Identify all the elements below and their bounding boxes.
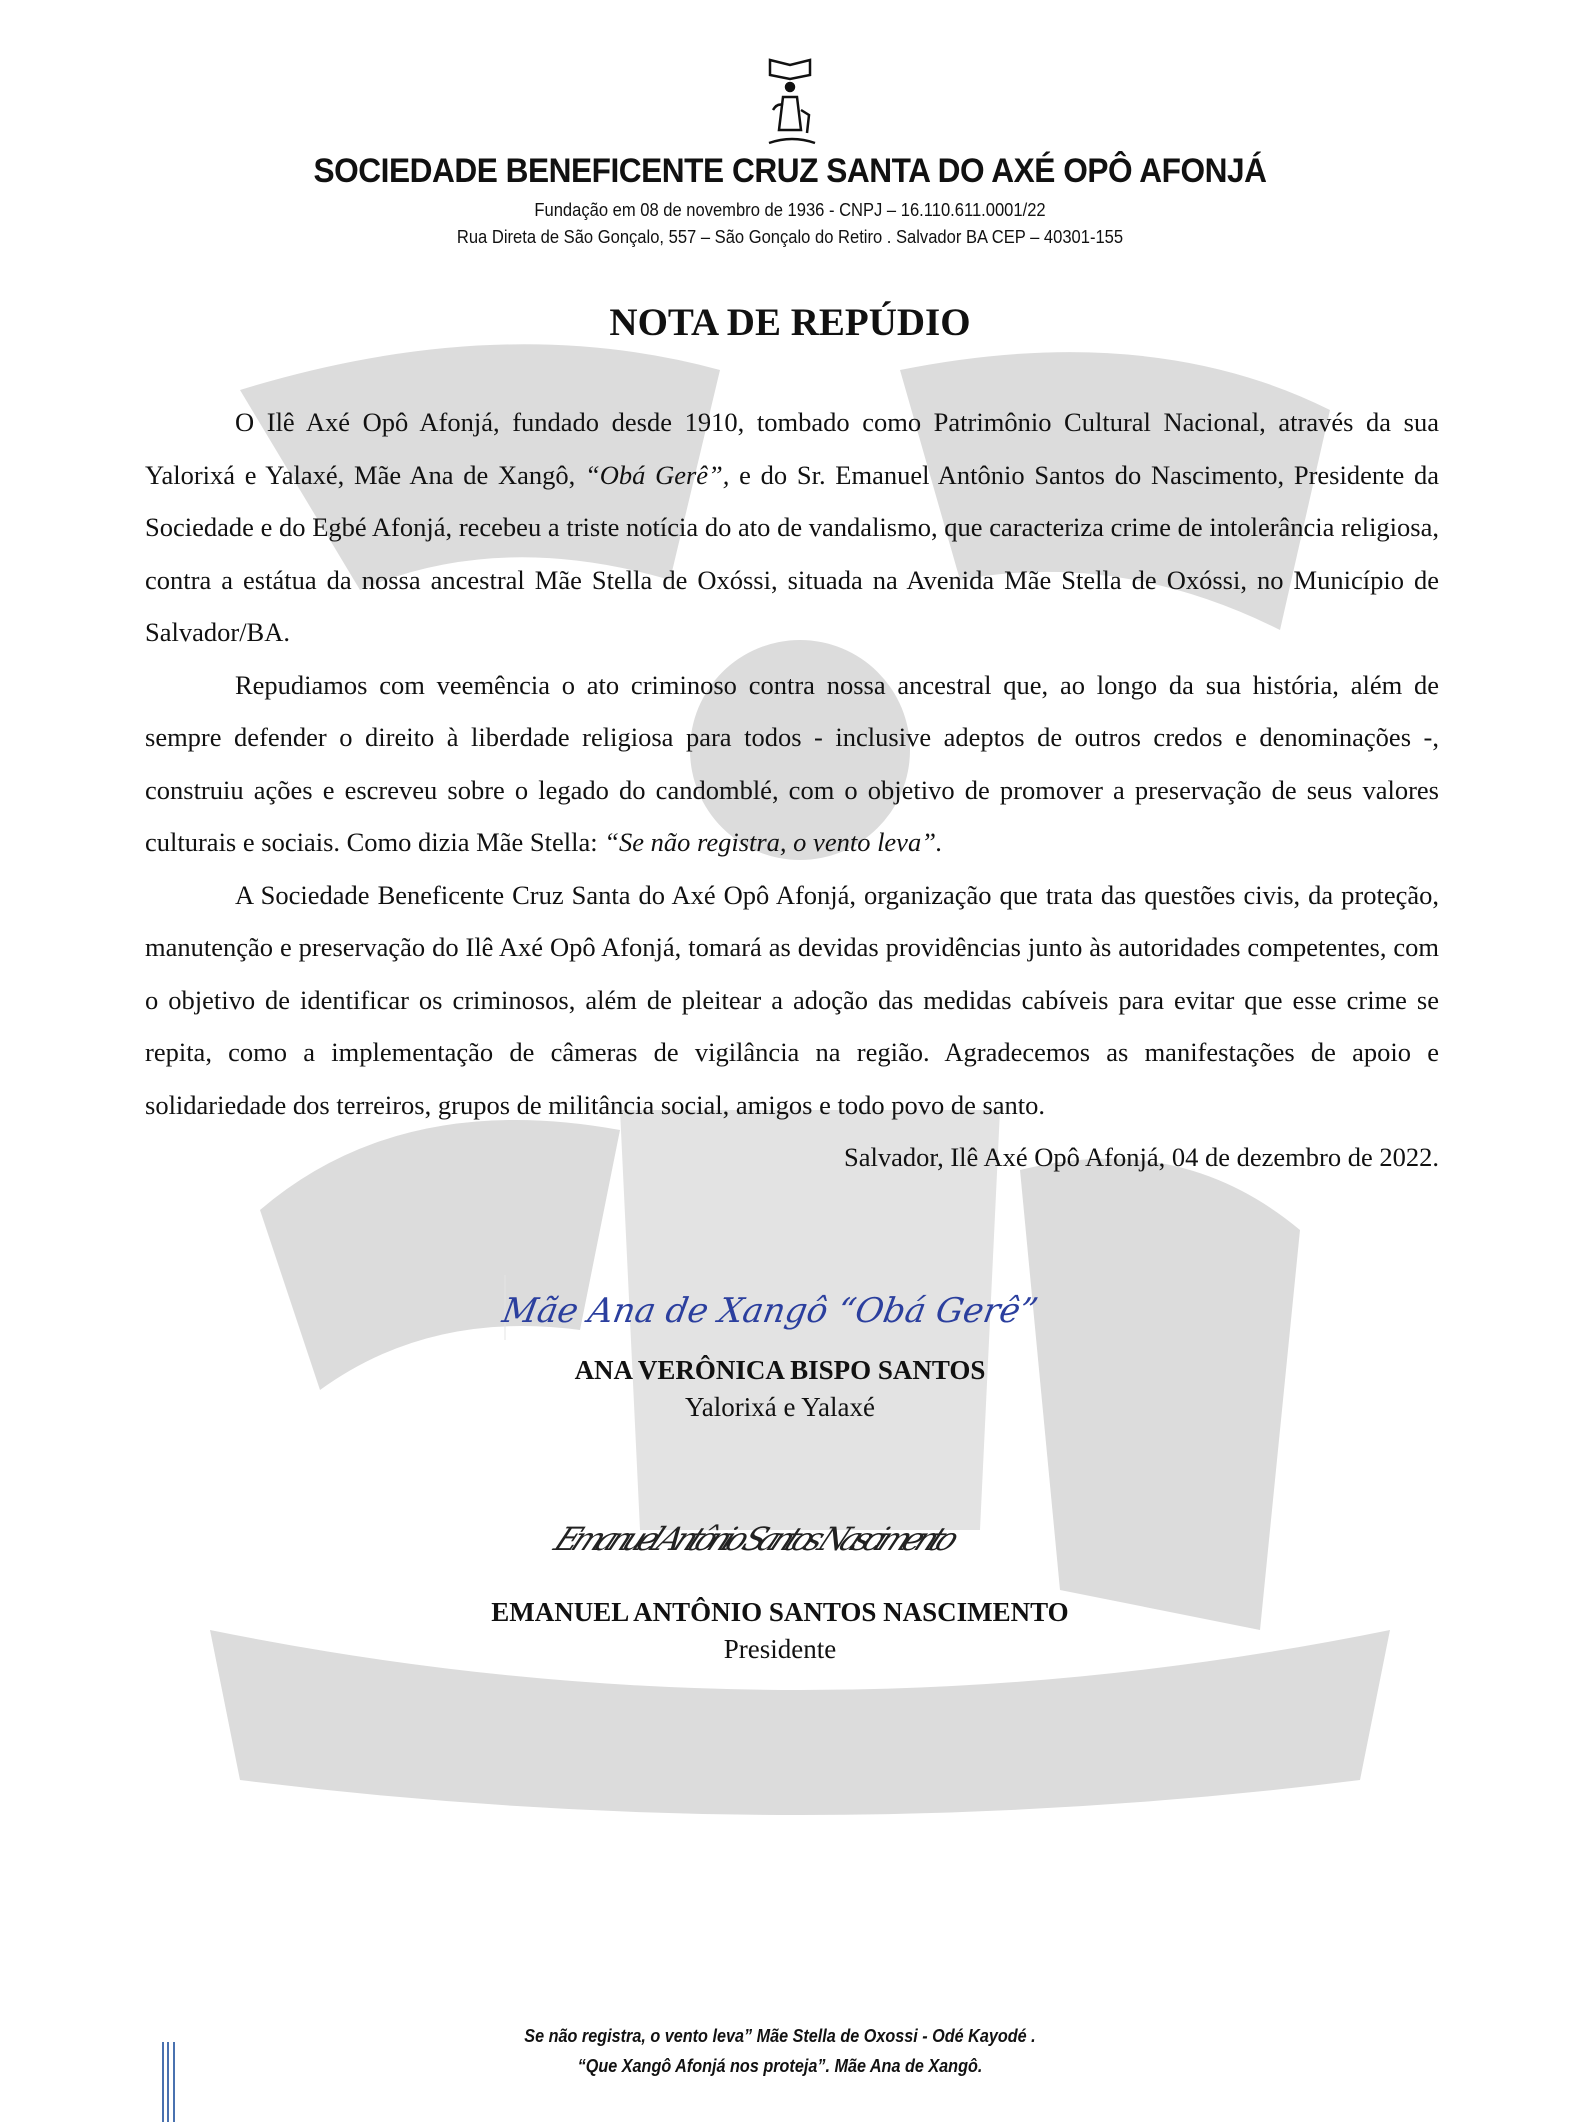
signatory-2-name: EMANUEL ANTÔNIO SANTOS NASCIMENTO — [491, 1597, 1069, 1627]
text: O Ilê Axé Opô Afonjá, fundado desde 1910, tombado como Patrimônio Cultural Nacional, através da sua Yalorixá e Yalaxé, Mãe Ana de Xangô, — [145, 407, 1439, 490]
signature-ana — [500, 1270, 1040, 1350]
signatory-1-name: ANA VERÔNICA BISPO SANTOS — [574, 1355, 986, 1385]
document-date: Salvador, Ilê Axé Opô Afonjá, 04 de dezembro de 2022. — [843, 1142, 1439, 1172]
footer-quote-1: Se não registra, o vento leva” Mãe Stella de Oxossi - Odé Kayodé . — [524, 2026, 1036, 2046]
footer-rule — [162, 2042, 164, 2122]
signatory-1-role: Yalorixá e Yalaxé — [685, 1392, 875, 1422]
address-line: Rua Direta de São Gonçalo, 557 – São Gonçalo do Retiro . Salvador BA CEP – 40301-155 — [456, 227, 1124, 247]
organization-name: SOCIEDADE BENEFICENTE CRUZ SANTA DO AXÉ OPÔ AFONJÁ — [313, 152, 1267, 190]
signature-emanuel — [548, 1490, 1010, 1580]
organization-logo — [765, 55, 820, 150]
paragraph-2 — [145, 659, 1439, 869]
svg-text:Emanuel Antônio Santos Nascime: Emanuel Antônio Santos Nascimento — [548, 1520, 966, 1558]
text: Repudiamos com veemência o ato criminoso contra nossa ancestral que, ao longo da sua história, além de sempre defender o direito à liberdade religiosa para todos - inclusive adeptos de outros credos e denominações -, construiu ações e escreveu sobre o legado do candomblé, com o objetivo de promover a preservação de seus valores culturais e sociais. Como dizia Mãe Stella: — [145, 669, 1439, 857]
text: e do Sr. Emanuel Antônio Santos do Nascimento, Presidente da Sociedade e do Egbé Afonjá, recebeu a triste notícia do ato de vandalismo, que caracteriza crime de intolerância religiosa, contra a estátua da nossa ancestral Mãe Stella de Oxóssi, situada na Avenida Mãe Stella de Oxóssi, no Município de Salvador/BA. — [145, 459, 1439, 647]
paragraph-3: A Sociedade Beneficente Cruz Santa do Axé Opô Afonjá, organização que trata das questões civis, da proteção, manutenção e preservação do Ilê Axé Opô Afonjá, tomará as devidas providências junto às autoridades competentes, com o objetivo de identificar os criminosos, além de pleitear a adoção das medidas cabíveis para evitar que esse crime se repita, como a implementação de câmeras de vigilância na região. Agradecemos as manifestações de apoio e solidariedade dos terreiros, grupos de militância social, amigos e todo povo de santo. — [145, 879, 1439, 1120]
quote-oba-gere: “Obá Gerê”, — [584, 459, 730, 490]
signatory-2-role: Presidente — [723, 1634, 837, 1664]
document-body — [145, 396, 1439, 1184]
footer-quote-2: “Que Xangô Afonjá nos proteja”. Mãe Ana de Xangô. — [577, 2056, 983, 2076]
quote-mae-stella: “Se não registra, o vento leva”. — [604, 827, 943, 857]
foundation-line: Fundação em 08 de novembro de 1936 - CNPJ – 16.110.611.0001/22 — [534, 200, 1046, 220]
document-title: NOTA DE REPÚDIO — [609, 301, 971, 344]
paragraph-1 — [145, 396, 1439, 659]
footer-rule — [167, 2042, 169, 2122]
svg-text:Mãe Ana de Xangô “Obá Gerê”: Mãe Ana de Xangô “Obá Gerê” — [499, 1291, 1041, 1331]
footer-rule — [173, 2042, 175, 2122]
